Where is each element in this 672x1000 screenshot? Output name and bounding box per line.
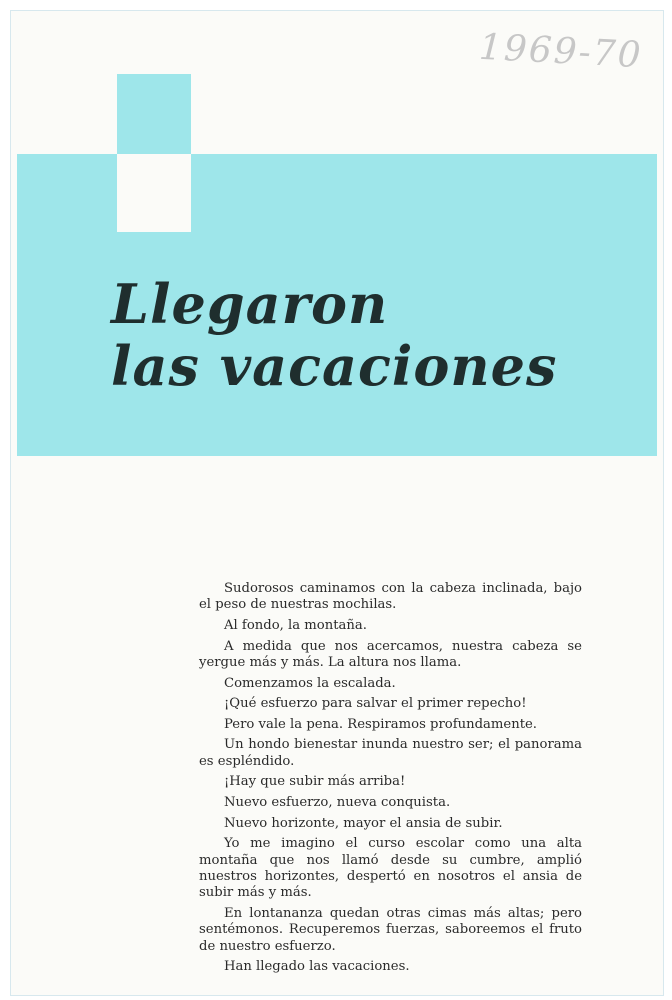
paragraph: Yo me imagino el curso escolar como una alta montaña que nos llamó desde su cumbre, amplió nuestros horizontes, despertó en nosotros el ansia de subir más y más.	[199, 836, 582, 901]
paragraph: ¡Qué esfuerzo para salvar el primer repecho!	[224, 696, 527, 712]
paragraph: Comenzamos la escalada.	[224, 675, 396, 691]
paragraph: Al fondo, la montaña.	[224, 618, 367, 633]
page-title	[111, 273, 557, 397]
paragraph: Sudorosos caminamos con la cabeza inclinada, bajo el peso de nuestras mochilas.	[199, 581, 582, 613]
paragraph: Nuevo horizonte, mayor el ansia de subir.	[224, 815, 503, 831]
paragraph: Nuevo esfuerzo, nueva conquista.	[224, 794, 451, 810]
title-line-1: Llegaron	[111, 272, 389, 336]
paragraph: Han llegado las vacaciones.	[224, 959, 410, 975]
decorative-accent-square	[117, 74, 191, 154]
handwritten-year-note: 1969-70	[478, 26, 644, 77]
title-line-2: las vacaciones	[111, 334, 558, 398]
document-page	[10, 10, 664, 996]
paragraph: En lontananza quedan otras cimas más altas; pero sentémonos. Recuperemos fuerzas, saboreemos el fruto de nuestro esfuerzo.	[199, 905, 582, 954]
paragraph: Pero vale la pena. Respiramos profundamente.	[224, 716, 537, 732]
body-text	[199, 581, 582, 980]
paragraph: Un hondo bienestar inunda nuestro ser; el panorama es espléndido.	[199, 737, 582, 769]
paragraph: ¡Hay que subir más arriba!	[224, 774, 406, 790]
paragraph: A medida que nos acercamos, nuestra cabeza se yergue más y más. La altura nos llama.	[199, 638, 582, 670]
decorative-white-square	[117, 154, 191, 232]
